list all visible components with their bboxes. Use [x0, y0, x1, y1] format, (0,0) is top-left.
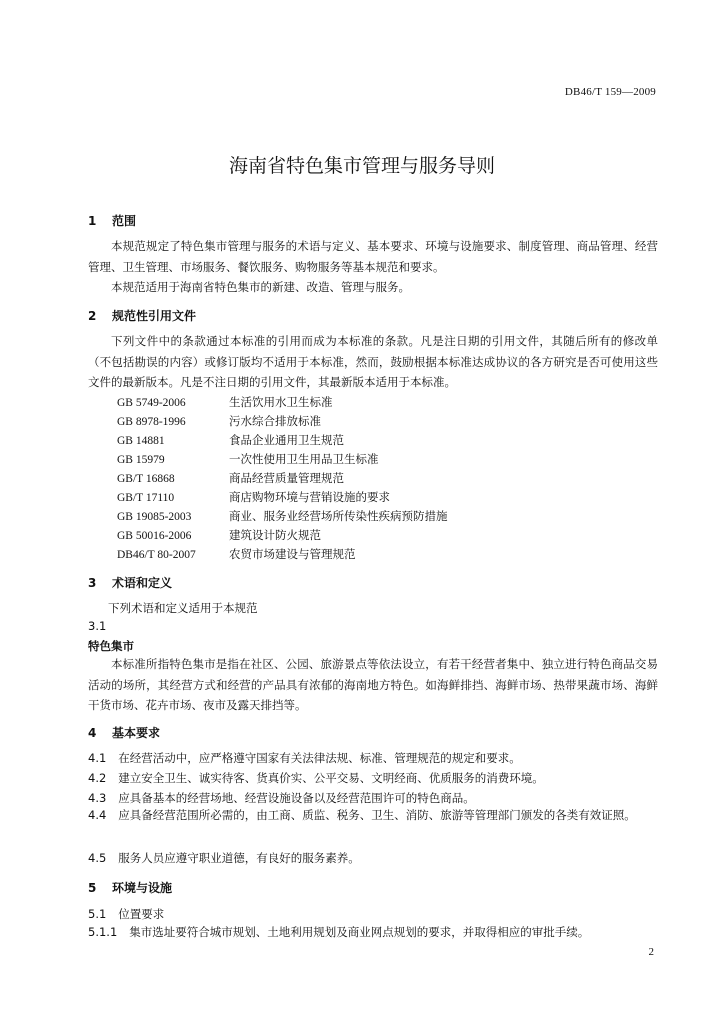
section-title: 环境与设施: [112, 881, 173, 895]
clause-number: 4.2: [88, 771, 107, 785]
paragraph: 本规范适用于海南省特色集市的新建、改造、管理与服务。: [111, 280, 410, 295]
clause-row: [88, 924, 589, 940]
section-2-body: [88, 331, 658, 393]
ref-code: GB 19085-2003: [117, 511, 192, 523]
section-title: 基本要求: [112, 726, 161, 740]
section-title: 范围: [112, 214, 137, 228]
term-definition: 本标准所指特色集市是指在社区、公园、旅游景点等依法设立，有若干经营者集中、独立进行特色商品交易活动的场所，其经营方式和经营的产品具有浓郁的海南地方特色。如海鲜排挡、海鲜市场、热带果蔬市场、海鲜干货市场、花卉市场、夜市及露天排挡等。: [88, 657, 658, 713]
ref-name: 污水综合排放标准: [229, 414, 321, 428]
reference-row: [117, 527, 321, 543]
reference-row: [117, 489, 390, 505]
reference-row: [117, 508, 448, 524]
ref-code: GB/T 16868: [117, 473, 175, 485]
term-definition-block: [88, 654, 658, 716]
section-number: 4: [88, 726, 97, 740]
ref-code: GB 14881: [117, 435, 165, 447]
clause-text: 应具备基本的经营场地、经营设施设备以及经营范围许可的特色商品。: [118, 791, 475, 805]
ref-name: 商品经营质量管理规范: [229, 471, 344, 485]
clause-number: 4.3: [88, 791, 107, 805]
section-number: 3: [88, 576, 97, 590]
clause-paragraph: [88, 805, 658, 826]
ref-name: 商店购物环境与营销设施的要求: [229, 490, 390, 504]
ref-name: 建筑设计防火规范: [229, 528, 321, 542]
term-name: 特色集市: [88, 639, 134, 653]
clause-row-wrapped: [88, 805, 658, 826]
section-number: 1: [88, 214, 97, 228]
ref-code: GB 50016-2006: [117, 530, 192, 542]
section-3-heading: [88, 574, 172, 591]
term-number: 3.1: [88, 619, 107, 633]
ref-code: GB/T 17110: [117, 492, 175, 504]
paragraph: 下列文件中的条款通过本标准的引用而成为本标准的条款。凡是注日期的引用文件，其随后所有的修改单（不包括勘误的内容）或修订版均不适用于本标准，然而，鼓励根据本标准达成协议的各方研究是否可使用这些文件的最新版本。凡是不注日期的引用文件，其最新版本适用于本标准。: [88, 334, 658, 390]
ref-name: 商业、服务业经营场所传染性疾病预防措施: [229, 509, 448, 523]
section-1-heading: [88, 212, 136, 229]
page-number: 2: [648, 946, 654, 958]
clause-row: [88, 750, 521, 766]
clause-text: 在经营活动中，应严格遵守国家有关法律法规、标准、管理规范的规定和要求。: [118, 751, 521, 765]
paragraph: 本规范规定了特色集市管理与服务的术语与定义、基本要求、环境与设施要求、制度管理、商品管理、经营管理、卫生管理、市场服务、餐饮服务、购物服务等基本规范和要求。: [88, 239, 658, 274]
ref-name: 生活饮用水卫生标准: [229, 395, 333, 409]
ref-code: GB 8978-1996: [117, 416, 186, 428]
subsection-number: 5.1: [88, 907, 107, 921]
ref-code: DB46/T 80-2007: [117, 549, 196, 561]
subsection-title: 位置要求: [118, 907, 165, 921]
reference-row: [117, 394, 333, 410]
section-3-intro: 下列术语和定义适用于本规范: [108, 601, 258, 615]
ref-name: 食品企业通用卫生规范: [229, 433, 344, 447]
section-2-heading: [88, 307, 196, 324]
clause-number: 4.1: [88, 751, 107, 765]
ref-name: 农贸市场建设与管理规范: [229, 547, 356, 561]
document-title: 海南省特色集市管理与服务导则: [228, 155, 495, 177]
reference-row: [117, 546, 356, 562]
clause-row: [88, 790, 475, 806]
section-number: 5: [88, 881, 97, 895]
section-title: 术语和定义: [112, 576, 173, 590]
section-1-body: [88, 236, 658, 298]
ref-name: 一次性使用卫生用品卫生标准: [229, 452, 379, 466]
section-4-heading: [88, 724, 160, 741]
ref-code: GB 15979: [117, 454, 165, 466]
reference-row: [117, 432, 344, 448]
clause-text: 建立安全卫生、诚实待客、货真价实、公平交易、文明经商、优质服务的消费环境。: [118, 771, 544, 785]
section-number: 2: [88, 309, 97, 323]
clause-row: [88, 850, 360, 866]
clause-text: 集市选址要符合城市规划、土地利用规划及商业网点规划的要求，并取得相应的审批手续。: [129, 925, 590, 939]
reference-row: [117, 470, 344, 486]
clause-text: 服务人员应遵守职业道德，有良好的服务素养。: [118, 851, 360, 865]
section-title: 规范性引用文件: [112, 309, 197, 323]
clause-number: 5.1.1: [88, 925, 118, 939]
subsection-heading: [88, 906, 164, 922]
ref-code: GB 5749-2006: [117, 397, 186, 409]
clause-row: [88, 770, 544, 786]
standard-code: DB46/T 159—2009: [564, 86, 656, 98]
clause-number: 4.5: [88, 851, 107, 865]
clause-text: 应具备经营范围所必需的，由工商、质监、税务、卫生、消防、旅游等管理部门颁发的各类有效证照。: [118, 808, 636, 822]
reference-row: [117, 413, 321, 429]
clause-number: 4.4: [88, 808, 107, 822]
section-5-heading: [88, 879, 172, 896]
reference-row: [117, 451, 379, 467]
